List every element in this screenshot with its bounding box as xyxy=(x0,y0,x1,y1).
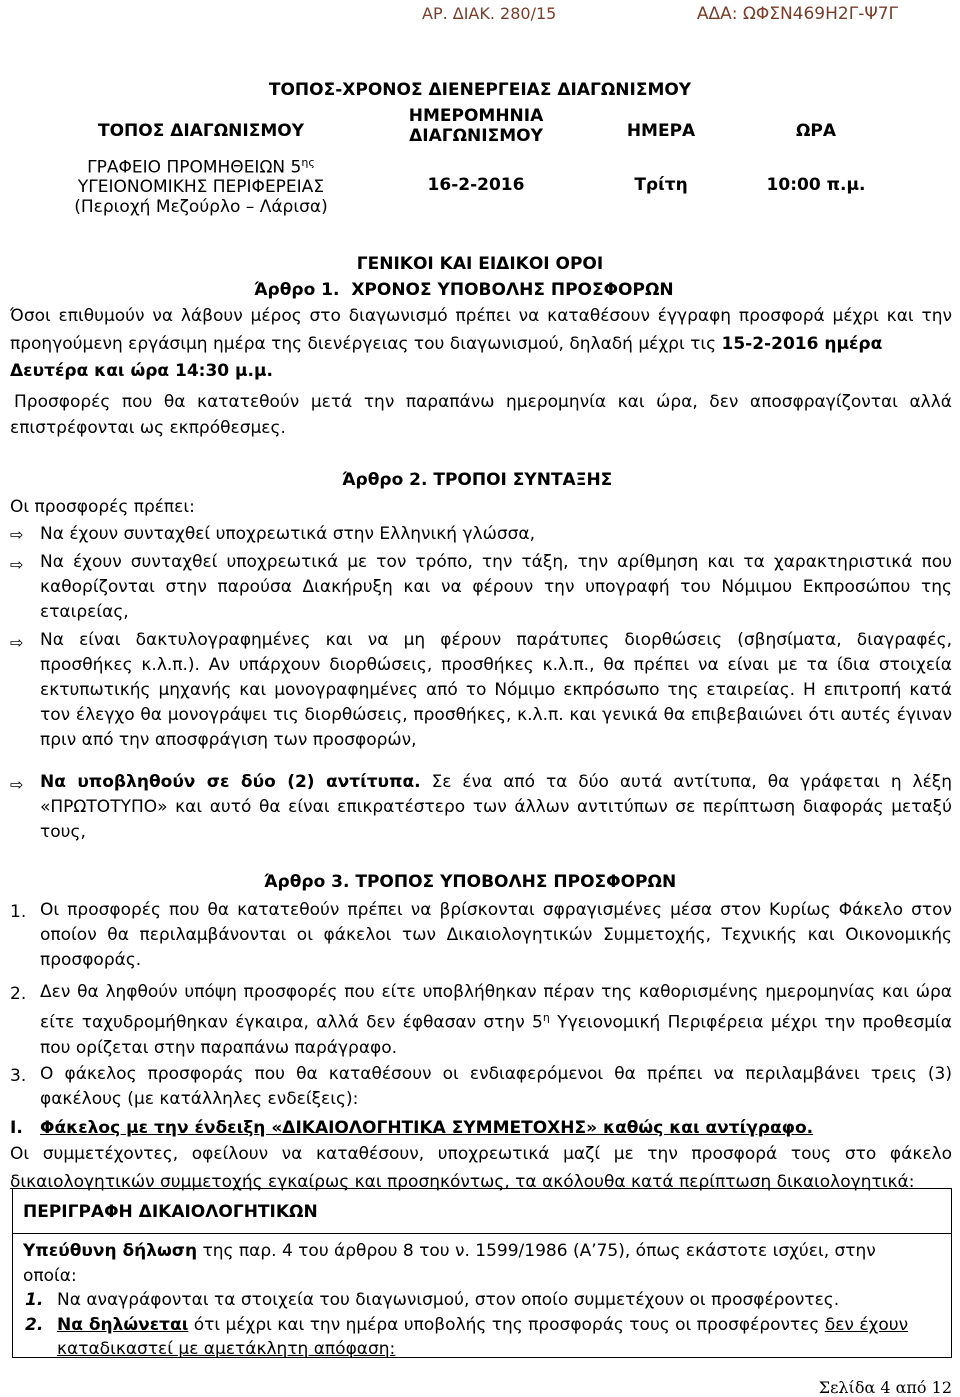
roman-numeral: I. xyxy=(10,1118,23,1138)
documents-table-header: ΠΕΡΙΓΡΑΦΗ ΔΙΚΑΙΟΛΟΓΗΤΙΚΩΝ xyxy=(23,1202,318,1222)
venue-place: ΓΡΑΦΕΙΟ ΠΡΟΜΗΘΕΙΩΝ $5^{\eta\varsigma}$ ΥΓΕΙΟΝΟΜΙΚΗΣ ΠΕΡΙΦΕΡΕΙΑΣ (Περιοχή Μεζούρλο – Λάρισα) xyxy=(74,155,328,218)
article-1-deadline: Δευτέρα και ώρα 14:30 μ.μ. xyxy=(10,361,273,381)
page-number: Σελίδα 4 από 12 xyxy=(818,1378,952,1397)
declaration-line-2: οποία: xyxy=(23,1266,77,1286)
requirement-3: Να είναι δακτυλογραφημένες και να μη φέρουν παράτυπες διορθώσεις (σβησίματα, διαγραφές, προσθήκες κ.λ.π.). Αν υπάρχουν διορθώσεις, προσθήκες κ.λ.π., θα πρέπει να είναι με τα ίδια στοιχεία εκτυπωτικής μηχανής και μονογραφημένες από το Νόμιμο εκπρόσωπο της εταιρείας. Η επιτροπή κατά τον έλεγχο θα μονογράψει τις διορθώσεις, προσθήκες, κ.λ.π. και γενικά θα επιβεβαιώνει ότι αυτές έγιναν πριν από την αποσφράγιση των προσφορών, xyxy=(40,630,952,750)
documents-table xyxy=(12,1188,952,1358)
declaration-item-1: Να αναγράφονται τα στοιχεία του διαγωνισμού, στον οποίο συμμετέχουν οι προσφέροντες. xyxy=(57,1290,840,1310)
bullet-arrow-icon: ⇨ xyxy=(10,633,24,652)
item-number: 2. xyxy=(25,1315,44,1335)
venue-table xyxy=(36,102,896,220)
item-number: 2. xyxy=(10,984,27,1004)
bullet-arrow-icon: ⇨ xyxy=(10,525,24,544)
article-3-item-1: Οι προσφορές που θα κατατεθούν πρέπει να βρίσκονται σφραγισμένες μέσα στον Κυρίως Φάκελο στον οποίον θα περιλαμβάνονται οι φάκελοι των Δικαιολογητικών Συμμετοχής, Τεχνικής και Οικονομικής προσφοράς. xyxy=(40,900,952,970)
article-1-line-2: προηγούμενη εργάσιμη ημέρα της διενέργειας του διαγωνισμού, δηλαδή μέχρι τις 15-2-2016 ημέρα xyxy=(10,334,883,354)
venue-title: ΤΟΠΟΣ-ΧΡΟΝΟΣ ΔΙΕΝΕΡΓΕΙΑΣ ΔΙΑΓΩΝΙΣΜΟΥ xyxy=(268,80,692,100)
participants-text-line-1: Οι συμμετέχοντες, οφείλουν να καταθέσουν, υποχρεωτικά μαζί με την προσφορά τους στο φάκελο xyxy=(10,1144,952,1164)
declaration-item-2: Να δηλώνεται ότι μέχρι και την ημέρα υποβολής της προσφοράς τους οι προσφέροντες δεν έχουν xyxy=(57,1315,909,1335)
requirement-2: Να έχουν συνταχθεί υποχρεωτικά με τον τρόπο, την τάξη, την αρίθμηση και τα χαρακτηριστικά που καθορίζονται στην παρούσα Διακήρυξη και να φέρουν την υπογραφή του Νόμιμου Εκπροσώπου της εταιρείας, xyxy=(40,552,952,622)
item-number: 1. xyxy=(10,902,27,922)
article-2-intro: Οι προσφορές πρέπει: xyxy=(10,497,195,517)
documents-table-header-row xyxy=(13,1189,951,1234)
article-1-line-1: Όσοι επιθυμούν να λάβουν μέρος στο διαγωνισμό πρέπει να καταθέσουν έγγραφη προσφορά μέχρι και την xyxy=(10,306,952,326)
general-terms-title: ΓΕΝΙΚΟΙ ΚΑΙ ΕΙΔΙΚΟΙ ΟΡΟΙ xyxy=(356,254,604,274)
item-number: 3. xyxy=(10,1066,27,1086)
protocol-number: ΑΡ. ΔΙΑΚ. 280/15 xyxy=(422,4,557,23)
venue-day: Τρίτη xyxy=(634,175,688,195)
declaration-line-1: Υπεύθυνη δήλωση της παρ. 4 του άρθρου 8 του ν. 1599/1986 (Α’75), όπως εκάστοτε ισχύει, στην xyxy=(23,1241,876,1261)
bullet-arrow-icon: ⇨ xyxy=(10,775,24,794)
col-time: ΩΡΑ xyxy=(795,121,837,141)
article-2-heading: Άρθρο 2. ΤΡΟΠΟΙ ΣΥΝΤΑΞΗΣ xyxy=(342,470,613,490)
article-1-heading: Άρθρο 1. ΧΡΟΝΟΣ ΥΠΟΒΟΛΗΣ ΠΡΟΣΦΟΡΩΝ xyxy=(254,280,674,300)
folder-title: Φάκελος με την ένδειξη «ΔΙΚΑΙΟΛΟΓΗΤΙΚΑ ΣΥΜΜΕΤΟΧΗΣ» καθώς και αντίγραφο. xyxy=(40,1118,814,1138)
col-day: ΗΜΕΡΑ xyxy=(626,121,696,141)
article-1-line-4: Προσφορές που θα κατατεθούν μετά την παραπάνω ημερομηνία και ώρα, δεν αποσφραγίζονται αλλά xyxy=(14,392,952,412)
venue-time: 10:00 π.μ. xyxy=(766,175,866,195)
requirement-1: Να έχουν συνταχθεί υποχρεωτικά στην Ελληνική γλώσσα, xyxy=(40,524,535,544)
declaration-item-2-cont: καταδικαστεί με αμετάκλητη απόφαση: xyxy=(57,1339,396,1359)
ada-code: ΑΔΑ: ΩΦΣΝ469Η2Γ-Ψ7Γ xyxy=(696,4,898,24)
requirement-4: Να υποβληθούν σε δύο (2) αντίτυπα. Σε ένα από τα δύο αυτά αντίτυπα, θα γράφεται η λέξη «ΠΡΩΤΟΤΥΠΟ» και αυτό θα είναι επικρατέστερο των άλλων αντιτύπων σε περίπτωση διαφοράς μεταξύ τους, xyxy=(40,772,953,842)
article-3-heading: Άρθρο 3. ΤΡΟΠΟΣ ΥΠΟΒΟΛΗΣ ΠΡΟΣΦΟΡΩΝ xyxy=(264,872,677,892)
article-3-item-3: Ο φάκελος προσφοράς που θα καταθέσουν οι ενδιαφερόμενοι θα πρέπει να περιλαμβάνει τρεις (3) φακέλους (με κατάλληλες ενδείξεις): xyxy=(40,1064,952,1109)
col-place: ΤΟΠΟΣ ΔΙΑΓΩΝΙΣΜΟΥ xyxy=(97,121,305,141)
bullet-arrow-icon: ⇨ xyxy=(10,555,24,574)
article-1-line-5: επιστρέφονται ως εκπρόθεσμες. xyxy=(10,418,286,438)
article-3-item-2: Δεν θα ληφθούν υπόψη προσφορές που είτε υποβλήθηκαν πέραν της καθορισμένης ημερομηνίας και ώρα είτε ταχυδρομήθηκαν έγκαιρα, αλλά δεν έφθασαν στην $5^\eta$ Υγειονομική Περιφέρεια μέχρι την προθεσμία που ορίζεται στην παραπάνω παράγραφο. xyxy=(40,982,952,1058)
item-number: 1. xyxy=(25,1290,44,1310)
venue-date: 16-2-2016 xyxy=(427,175,525,195)
col-date: ΗΜΕΡΟΜΗΝΙΑ ΔΙΑΓΩΝΙΣΜΟΥ xyxy=(408,106,544,146)
participants-text-line-2: δικαιολογητικών συμμετοχής εγκαίρως και προσηκόντως, τα ακόλουθα κατά περίπτωση δικαιολογητικά: xyxy=(10,1172,915,1192)
